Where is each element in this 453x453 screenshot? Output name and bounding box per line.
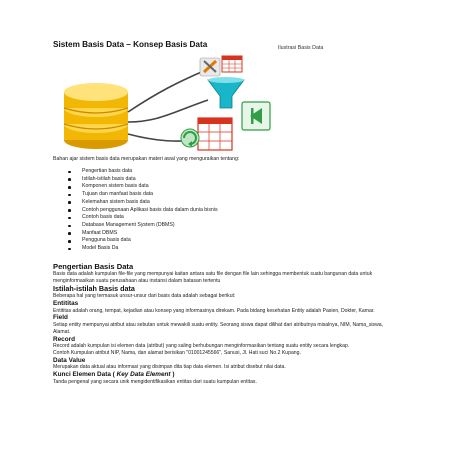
- refresh-arrow-icon: [181, 129, 199, 147]
- section-heading-istilah: Istilah-istilah Basis data: [53, 283, 135, 293]
- tools-icon: [200, 58, 220, 76]
- list-item: Database Management System (DBMS): [68, 222, 218, 230]
- section-text-entitas: Entititas adalah orang, tempat, kejadian atau konsep yang informasinya direkam. Pada bidang kesehatan Entity adalah Pasien, Dokter, Kamar.: [53, 307, 375, 314]
- kunci-heading-italic: Key Data Element: [116, 371, 171, 379]
- section-example-record: Contoh Kumpulan atribut NIP, Nama, dan alamat berisikan "01001245566", Sanusi, Jl. Hati suci No.2 Kupang.: [53, 349, 301, 356]
- list-item: Tujuan dan manfaat basis data: [68, 191, 218, 199]
- section-heading-pengertian: Pengertian Basis Data: [53, 262, 134, 271]
- list-item: Komponen sistem basis data: [68, 183, 218, 191]
- page-title: Sistem Basis Data – Konsep Basis Data: [53, 40, 208, 49]
- list-item: Kelemahan sistem basis data: [68, 199, 218, 207]
- section-text-kunci: Tanda pengenal yang secara unik mengidentifikasikan entitas dari suatu kumpulan entitas.: [53, 378, 257, 385]
- list-item: Pengguna basis data: [68, 237, 218, 245]
- intro-text: Bahan ajar sistem basis data merupakan materi awal yang menguraikan tentang:: [53, 156, 240, 162]
- section-text-pengertian: Basis data adalah kumpulan file-file yang mempunyai kaitan antara satu file dengan file lain sehingga membentuk suatu bangunan data untuk menginformasikan suatu perusahaan atau instansi dalam batasan tertentu: [53, 271, 373, 284]
- kunci-heading-suffix: ): [170, 371, 175, 379]
- list-item: Pengertian basis data: [68, 168, 218, 176]
- database-illustration: [48, 52, 273, 154]
- section-text-istilah: Beberapa hal yang termasuk unsur-unsur dari basis data adalah sebagai berikut:: [53, 293, 236, 300]
- section-heading-record: Record: [53, 335, 76, 343]
- database-stack-icon: [64, 83, 128, 149]
- spreadsheet-icon: [198, 118, 232, 150]
- list-item: Contoh penggunaan Aplikasi basis data dalam dunia bisnis: [68, 207, 218, 215]
- section-heading-field: Field: [53, 314, 68, 322]
- topic-list: [68, 168, 218, 253]
- play-panel-icon: [242, 102, 270, 130]
- list-item: Istilah-istilah basis data: [68, 176, 218, 184]
- illustration-caption: Ilustrasi Basis Data: [278, 45, 324, 51]
- content-body: [53, 262, 398, 386]
- list-item: Manfaat DBMS: [68, 230, 218, 238]
- funnel-icon: [208, 77, 244, 108]
- kunci-heading-prefix: Kunci Elemen Data (: [53, 371, 117, 379]
- section-heading-entitas: Entititas: [53, 299, 79, 307]
- section-text-field: Setiap entity mempunyai atribut atau sebutan untuk mewakili suatu entity. Seorang siswa dapat dilihat dari atributnya misalnya, NIM, Nama_siswa, Alamat.: [53, 321, 384, 335]
- section-text-data-value: Merupakan data aktual atau informasi yang disimpan dita tiap data elemen. Isi atribut disebut nilai data.: [53, 364, 286, 371]
- list-item: Model Basis Da: [68, 245, 218, 253]
- list-item: Contoh basis data: [68, 214, 218, 222]
- section-text-record: Record adalah kumpulan isi elemen data (atribut) yang saling berhubungan menginformasikan tentang suatu entity secara lengkap.: [53, 343, 350, 350]
- table-grid-icon: [222, 56, 242, 72]
- section-heading-kunci: [53, 371, 398, 379]
- section-heading-data-value: Data Value: [53, 356, 86, 364]
